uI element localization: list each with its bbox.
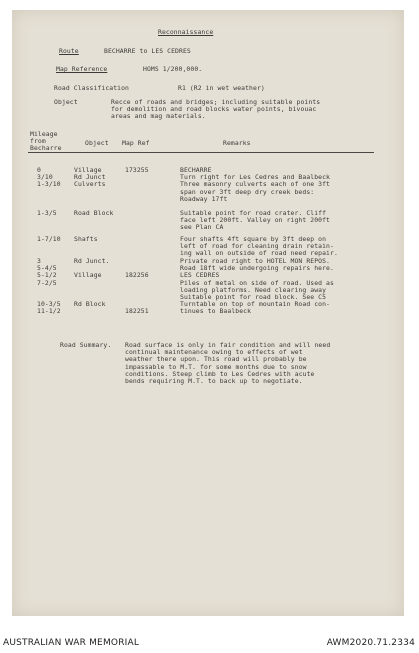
route-value: BECHARRE to LES CEDRES: [104, 47, 191, 55]
road-classification-label: Road Classification: [54, 84, 130, 92]
map-reference-value: HOMS 1/200,000.: [143, 65, 203, 73]
remarks-header: Remarks: [223, 139, 251, 147]
footer-institution: AUSTRALIAN WAR MEMORIAL: [3, 638, 140, 648]
row-remarks: Four shafts 4ft square by 3ft deep on left of road for cleaning drain retain- ing wall on outside of road need repair.: [180, 235, 338, 258]
row-remarks: Suitable point for road crater. Cliff face left 200ft. Valley on right 200ft see Plan CA: [180, 209, 331, 232]
row-object: Road Block: [74, 209, 114, 217]
row-remarks: Private road right to HOTEL MON REPOS. Road 18ft wide undergoing repairs here. LES CEDRES Piles of metal on side of road. Used as loading platforms. Need clearing away Suitable point for road block. See C5: [180, 257, 334, 302]
row-map-ref: 182256: [125, 271, 149, 280]
row-object: Village Rd Junct Culverts: [74, 166, 106, 189]
object-value: Recce of roads and bridges; including suitable points for demolition and road blocks water points, bivouac areas and mag materials.: [111, 98, 321, 121]
row-remarks: BECHARRE Turn right for Les Cedres and Baalbeck Three masonry culverts each of one 3ft span over 3ft deep dry creek beds: Roadway 17ft: [180, 166, 331, 203]
map-ref-header: Map Ref: [122, 139, 150, 147]
row-object: Rd Junct. Village: [74, 257, 110, 280]
row-mileage: 1-7/10: [37, 235, 61, 243]
row-mileage: 1-3/5: [37, 209, 57, 217]
row-object: Shafts: [74, 235, 98, 243]
mileage-header: Mileage from Becharre: [30, 130, 62, 153]
header-rule: [28, 152, 374, 153]
row-mileage: 0 3/10 1-3/10: [37, 166, 61, 189]
row-map-ref: 173255: [125, 166, 149, 174]
page-title: Reconnaissance: [158, 28, 214, 36]
object-label: Object: [54, 98, 78, 106]
object-header: Object: [85, 139, 109, 147]
archive-footer: [0, 634, 419, 653]
row-object: Rd Block: [74, 300, 106, 308]
route-label: Route: [59, 47, 79, 55]
footer-accession-number: AWM2020.71.2334: [326, 638, 415, 648]
row-remarks: Turntable on top of mountain Road con- tinues to Baalbeck: [180, 300, 331, 316]
road-classification-value: R1 (R2 in wet weather): [178, 84, 265, 92]
row-mileage: 3 5-4/5 5-1/2 7-2/5: [37, 257, 57, 287]
row-mileage: 10-3/5 11-1/2: [37, 300, 61, 316]
road-summary-text: Road surface is only in fair condition and will need continual maintenance owing to effects of wet weather there upon. This road will probably be impassable to M.T. for some months due to snow conditions. Steep climb to Les Cedres with acute bends requiring M.T. to back up to negotiate.: [125, 341, 331, 386]
map-reference-label: Map Reference: [56, 65, 108, 73]
road-summary-label: Road Summary.: [60, 341, 112, 349]
row-map-ref: 182251: [125, 307, 149, 316]
